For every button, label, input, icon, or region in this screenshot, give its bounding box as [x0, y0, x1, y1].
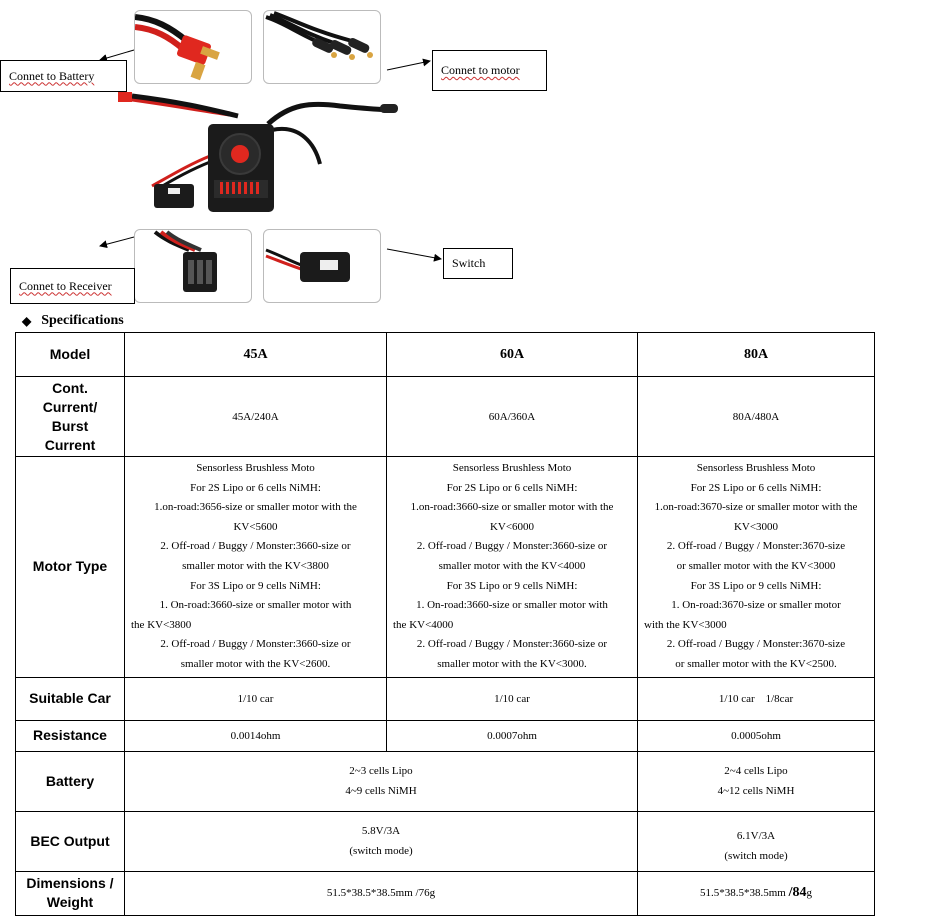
- callout-battery: [0, 60, 127, 92]
- table-row-current: [16, 377, 875, 457]
- cell-battery-45a-60a: [125, 751, 638, 811]
- cell-suitable-car-label: Suitable Car: [16, 677, 125, 720]
- cell-resistance-80a: 0.0005ohm: [638, 720, 875, 751]
- cell-resistance-60a: 0.0007ohm: [387, 720, 638, 751]
- motor-line: 1.on-road:3660-size or smaller motor with the: [410, 501, 614, 514]
- motor-line: For 3S Lipo or 9 cells NiMH:: [446, 579, 578, 592]
- spec-heading-text: Specifications: [41, 313, 124, 328]
- motor-line: 2. Off-road / Buggy / Monster:3670-size: [666, 638, 846, 651]
- arrow-receiver: [100, 237, 134, 246]
- table-row-bec: [16, 811, 875, 871]
- bec-line: 6.1V/3A: [736, 830, 776, 843]
- battery-line: 4~9 cells NiMH: [345, 785, 417, 798]
- table-row-motor-type: [16, 457, 875, 678]
- motor-connector-photo: [263, 10, 381, 84]
- cell-motor-type-label: Motor Type: [16, 457, 125, 678]
- dimensions-value: 51.5*38.5*38.5mm /: [326, 887, 419, 900]
- motor-line: 2. Off-road / Buggy / Monster:3660-size or: [416, 540, 608, 553]
- table-row-model: [16, 333, 875, 377]
- motor-line: For 2S Lipo or 6 cells NiMH:: [690, 481, 822, 494]
- current-label-line: Current/: [42, 398, 98, 415]
- callout-receiver: [10, 268, 135, 304]
- motor-line: 1.on-road:3656-size or smaller motor with the: [154, 501, 357, 514]
- callout-switch: [443, 248, 513, 279]
- table-row-battery: [16, 751, 875, 811]
- motor-line: For 2S Lipo or 6 cells NiMH:: [190, 481, 321, 494]
- dimensions-label-line: Weight: [46, 894, 94, 911]
- motor-line: the KV<4000: [393, 618, 454, 631]
- esc-photo: [110, 84, 410, 216]
- motor-line: For 3S Lipo or 9 cells NiMH:: [690, 579, 822, 592]
- motor-line: 1.on-road:3670-size or smaller motor with the: [654, 501, 858, 514]
- cell-bec-label: BEC Output: [16, 811, 125, 871]
- motor-line: 2. Off-road / Buggy / Monster:3660-size or: [416, 638, 608, 651]
- diamond-bullet-icon: ◆: [22, 313, 32, 328]
- weight-unit: g: [806, 887, 812, 900]
- motor-line: smaller motor with the KV<3800: [182, 559, 329, 572]
- motor-line: Sensorless Brushless Moto: [696, 462, 816, 474]
- arrow-motor: [387, 61, 430, 70]
- motor-line: smaller motor with the KV<4000: [438, 559, 586, 572]
- cell-current-45a: 45A/240A: [125, 377, 387, 457]
- cell-bec-80a: [638, 811, 875, 871]
- motor-line: 2. Off-road / Buggy / Monster:3670-size: [666, 540, 846, 553]
- switch-photo: [263, 229, 381, 303]
- arrow-battery: [100, 50, 134, 60]
- dimensions-label-line: Dimensions /: [26, 875, 114, 892]
- arrow-switch: [387, 249, 441, 259]
- motor-line: 2. Off-road / Buggy / Monster:3660-size or: [160, 638, 351, 651]
- motor-line: For 2S Lipo or 6 cells NiMH:: [446, 481, 578, 494]
- cell-suitable-car-60a: 1/10 car: [387, 677, 638, 720]
- current-label-line: Cont.: [52, 379, 88, 396]
- motor-line: Sensorless Brushless Moto: [196, 462, 315, 474]
- battery-connector-photo: [134, 10, 252, 84]
- cell-current-60a: 60A/360A: [387, 377, 638, 457]
- callout-motor: [432, 50, 547, 91]
- motor-line: smaller motor with the KV<3000.: [437, 657, 587, 670]
- table-row-suitable-car: [16, 677, 875, 720]
- motor-line: 2. Off-road / Buggy / Monster:3660-size or: [160, 540, 351, 553]
- weight-value: 76g: [418, 887, 436, 900]
- spec-heading: [22, 313, 124, 329]
- dimensions-value: 51.5*38.5*38.5mm: [699, 887, 789, 900]
- bec-line: 5.8V/3A: [361, 825, 401, 838]
- receiver-connector-photo: [134, 229, 252, 303]
- cell-current-label: [16, 377, 125, 457]
- cell-motor-type-80a: [638, 457, 875, 678]
- motor-line: 1. On-road:3660-size or smaller motor with: [159, 599, 352, 612]
- motor-line: smaller motor with the KV<2600.: [180, 657, 331, 670]
- motor-line: Sensorless Brushless Moto: [452, 462, 572, 474]
- cell-dimensions-80a: [638, 871, 875, 915]
- product-figure: [0, 0, 925, 310]
- motor-line: 1. On-road:3670-size or smaller motor: [671, 599, 841, 612]
- current-label-line: Current: [44, 436, 96, 453]
- cell-suitable-car-45a: 1/10 car: [125, 677, 387, 720]
- cell-resistance-label: Resistance: [16, 720, 125, 751]
- motor-line: For 3S Lipo or 9 cells NiMH:: [190, 579, 321, 592]
- current-label-line: Burst: [51, 417, 89, 434]
- cell-dimensions-45a-60a: [125, 871, 638, 915]
- cell-resistance-45a: 0.0014ohm: [125, 720, 387, 751]
- cell-model-60a: 60A: [387, 333, 638, 377]
- callout-switch-text: Switch: [452, 256, 486, 270]
- motor-line: KV<5600: [233, 520, 278, 533]
- cell-battery-80a: [638, 751, 875, 811]
- cell-battery-label: Battery: [16, 751, 125, 811]
- motor-line: KV<6000: [489, 520, 535, 533]
- cell-model-45a: 45A: [125, 333, 387, 377]
- cell-suitable-car-80a: 1/10 car 1/8car: [638, 677, 875, 720]
- table-row-dimensions: [16, 871, 875, 915]
- cell-current-80a: 80A/480A: [638, 377, 875, 457]
- cell-model-label: Model: [16, 333, 125, 377]
- cell-motor-type-60a: [387, 457, 638, 678]
- cell-motor-type-45a: [125, 457, 387, 678]
- bec-line: (switch mode): [349, 845, 413, 858]
- motor-line: or smaller motor with the KV<3000: [676, 559, 836, 572]
- battery-line: 2~4 cells Lipo: [724, 765, 788, 778]
- cell-dimensions-label: [16, 871, 125, 915]
- callout-motor-text: Connet to motor: [441, 63, 520, 77]
- motor-line: 1. On-road:3660-size or smaller motor with: [416, 599, 608, 612]
- battery-line: 2~3 cells Lipo: [349, 765, 413, 778]
- spec-table: [15, 332, 875, 916]
- callout-receiver-text: Connet to Receiver: [19, 278, 112, 293]
- cell-bec-45a-60a: [125, 811, 638, 871]
- cell-model-80a: 80A: [638, 333, 875, 377]
- motor-line: with the KV<3000: [644, 618, 727, 631]
- weight-value: /84: [788, 885, 807, 901]
- battery-line: 4~12 cells NiMH: [717, 785, 795, 798]
- motor-line: KV<3000: [733, 520, 779, 533]
- bec-line: (switch mode): [724, 850, 788, 863]
- motor-line: the KV<3800: [131, 618, 192, 631]
- callout-battery-text: Connet to Battery: [9, 68, 95, 83]
- table-row-resistance: [16, 720, 875, 751]
- motor-line: or smaller motor with the KV<2500.: [675, 657, 837, 670]
